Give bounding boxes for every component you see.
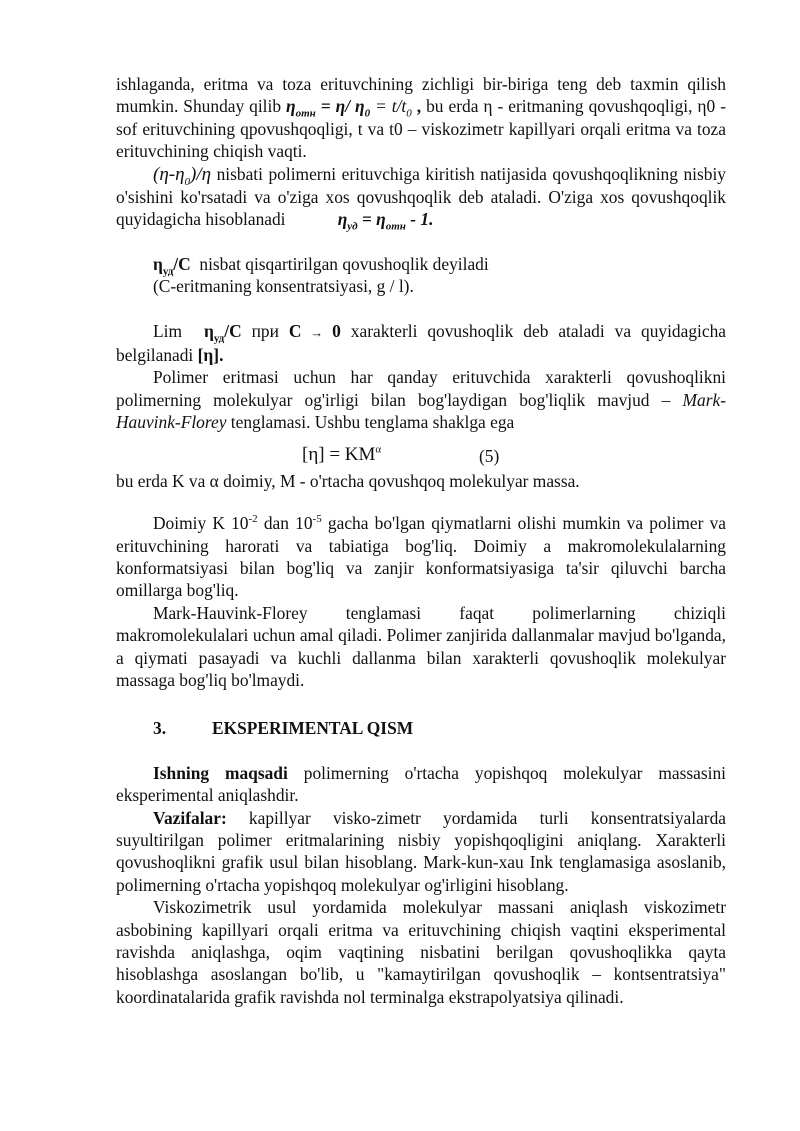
paragraph-relative-viscosity: ishlaganda, eritma va toza erituvchining zichligi bir-biriga teng deb taxmin qilish mumkin. Shunday qilib $\eta_{отн} = \eta/$ $\eta_0 = t/t_0$ , bu erda η - eritmaning qovushqoqligi, η0 - sof erituvchining qpovushqoqligi, t va t0 – viskozimetr kapillyari orqali eritma va toza erituvchining chiqish vaqti. — [116, 74, 727, 162]
paragraph-mark-houwink: Polimer eritmasi uchun har qanday erituvchida xarakterli qovushoqlikni polimerning molekulyar og'irligi bilan bog'laydigan bog'liqlik mavjud – Mark-Hauvink-Florey tenglamasi. Ushbu tenglama shaklga ega — [116, 367, 726, 433]
paragraph-specific-viscosity: $(\eta-\eta_0)/\eta$ nisbati polimerni erituvchiga kiritish natijasida qovushqoqlikning nisbiy o'sishini ko'rsatadi va o'ziga xos qovushqoqlik deb ataladi. O'ziga xos qovushqoqlik quyidagicha hisoblanadi $\eta_{уд} = \eta_{отн} - 1$. — [116, 163, 726, 233]
paragraph-reduced-viscosity: $\eta_{уд}/C$ nisbat qisqartirilgan qovushoqlik deyiladi — [153, 253, 489, 278]
paragraph-goal: Ishning maqsadi polimerning o'rtacha yopishqoq molekulyar massasini eksperimental aniqlashdir. — [116, 762, 727, 806]
paragraph-constant-k: Doimiy K $10^{-2}$ dan $10^{-5}$ gacha bo'lgan qiymatlarni olishi mumkin va polimer va erituvchining harorati va tabiatiga bog'liq. Doimiy a makromolekulalarning konformatsiyasi bilan bog'liq va zanjir konformatsiyasiga ta'sir qiluvchi barcha omillarga bog'liq. — [116, 513, 726, 601]
paragraph-tasks: Vazifalar: kapillyar visko-zimetr yordamida turli konsentratsiyalarda suyultirilgan polimer eritmalarining nisbiy yopishqoqligini aniqlang. Xarakterli qovushoqlikni grafik usul bilan hisoblang. Mark-kun-xau Ink tenglamasiga asoslanib, polimerning o'rtacha yopishqoq molekulyar og'irligini hisoblang. — [116, 807, 726, 895]
paragraph-intrinsic-viscosity: Lim $\eta_{уд}/C$ при C → 0 xarakterli qovushoqlik deb ataladi va quyidagicha belgilanadi [η]. — [116, 320, 726, 366]
paragraph-equation-validity: Mark-Hauvink-Florey tenglamasi faqat polimerlarning chiziqli makromolekulalari uchun amal qiladi. Polimer zanjirida dallanmalar mavjud bo'lganda, a qiymati pasayadi va kuchli dallanma bilan xarakterli qovushoqlik molekulyar massaga bog'liq bo'lmaydi. — [116, 602, 726, 690]
document-page — [116, 73, 726, 1008]
paragraph-concentration-note: (C-eritmaning konsentratsiyasi, g / l). — [153, 276, 414, 297]
equation-5 — [116, 442, 726, 470]
equation-number: (5) — [479, 445, 500, 466]
section-heading: 3. EKSPERIMENTAL QISM — [153, 718, 414, 739]
paragraph-method: Viskozimetrik usul yordamida molekulyar massani aniqlash viskozimetr asbobining kapillyari orqali eritma va erituvchining chiqish vaqtini eksperimental ravishda aniqlashga, oqim vaqtining nisbatini berilgan qovushoqlikka qayta hisoblashga asoslangan bo'lib, u "kamaytirilgan qovushoqlik – kontsentratsiya" koordinatalarida grafik ravishda nol terminalga ekstrapolyatsiya qilinadi. — [116, 897, 726, 1007]
paragraph-equation-legend: bu erda K va α doimiy, M - o'rtacha qovushqoq molekulyar massa. — [116, 470, 580, 491]
equation-formula: $[\eta] = KM^\alpha$ — [302, 443, 382, 465]
